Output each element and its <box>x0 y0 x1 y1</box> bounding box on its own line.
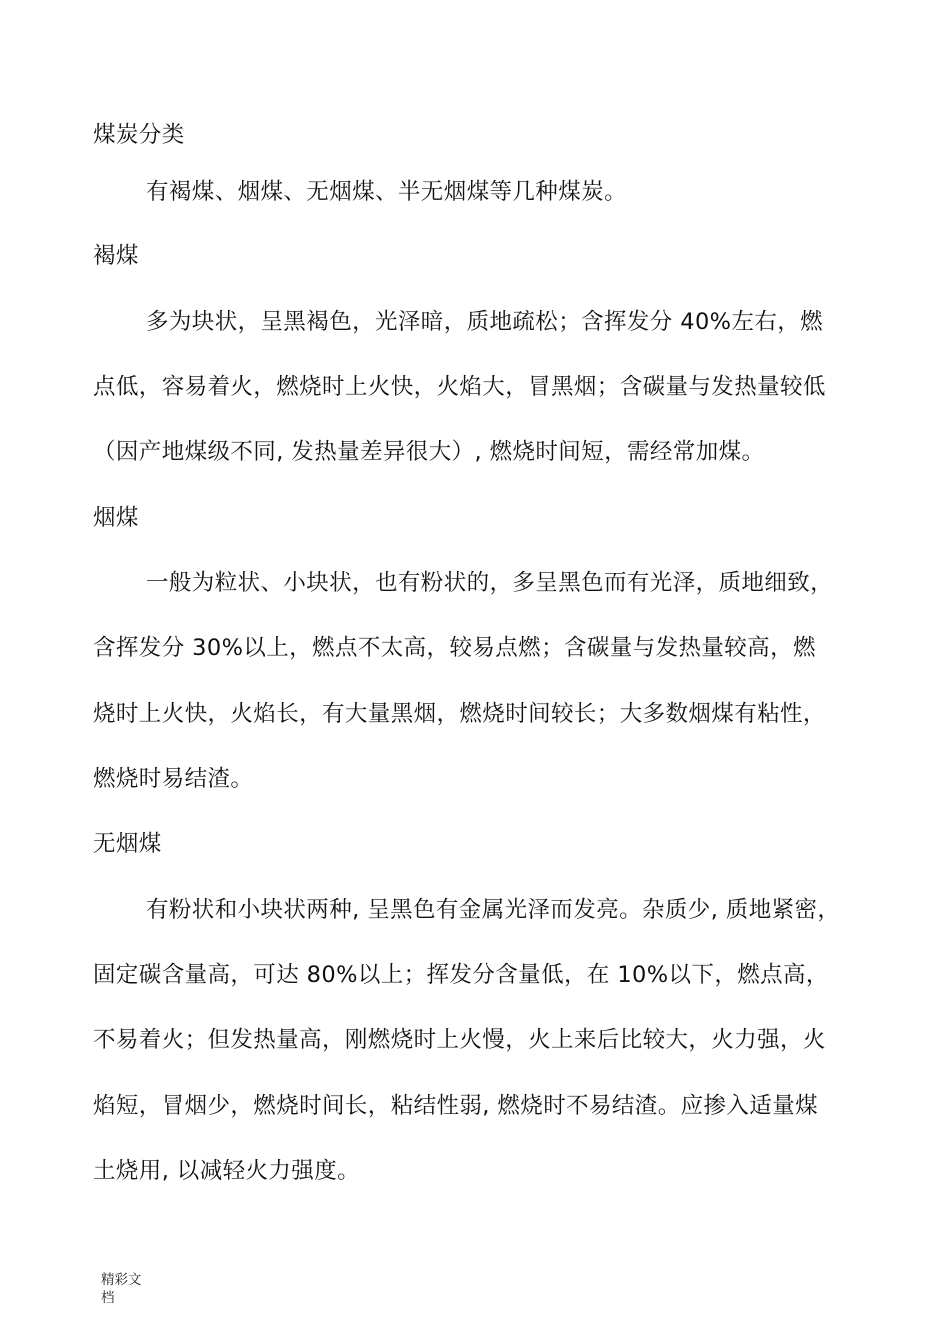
paragraph-line: 土烧用, 以减轻火力强度。 <box>93 1158 361 1184</box>
page-title: 煤炭分类 <box>93 122 185 148</box>
section-heading-lignite: 褐煤 <box>93 243 139 269</box>
paragraph-line: 点低，容易着火，燃烧时上火快，火焰大，冒黑烟；含碳量与发热量较低 <box>93 374 826 400</box>
paragraph-line: 有粉状和小块状两种, 呈黑色有金属光泽而发亮。杂质少, 质地紧密， <box>146 897 841 923</box>
paragraph-line: （因产地煤级不同, 发热量差异很大）, 燃烧时间短，需经常加煤。 <box>93 439 765 465</box>
section-heading-bituminous: 烟煤 <box>93 505 139 531</box>
intro-paragraph: 有褐煤、烟煤、无烟煤、半无烟煤等几种煤炭。 <box>146 179 627 205</box>
paragraph-line: 含挥发分 30%以上，燃点不太高，较易点燃；含碳量与发热量较高，燃 <box>93 635 816 661</box>
section-heading-anthracite: 无烟煤 <box>93 831 162 857</box>
paragraph-line: 烧时上火快，火焰长，有大量黑烟，燃烧时间较长；大多数烟煤有粘性， <box>93 701 826 727</box>
paragraph-line: 燃烧时易结渣。 <box>93 766 254 792</box>
footer-line: 精彩文 <box>101 1272 142 1288</box>
paragraph-line: 不易着火；但发热量高，刚燃烧时上火慢，火上来后比较大，火力强，火 <box>93 1027 826 1053</box>
paragraph-line: 固定碳含量高，可达 80%以上；挥发分含量低，在 10%以下，燃点高， <box>93 962 829 988</box>
page-footer <box>101 1271 161 1307</box>
paragraph-line: 焰短，冒烟少，燃烧时间长，粘结性弱, 燃烧时不易结渣。应掺入适量煤 <box>93 1093 819 1119</box>
footer-line: 档 <box>101 1290 115 1306</box>
paragraph-line: 多为块状，呈黑褐色，光泽暗，质地疏松；含挥发分 40%左右，燃 <box>146 309 824 335</box>
paragraph-line: 一般为粒状、小块状，也有粉状的，多呈黑色而有光泽，质地细致， <box>146 570 834 596</box>
